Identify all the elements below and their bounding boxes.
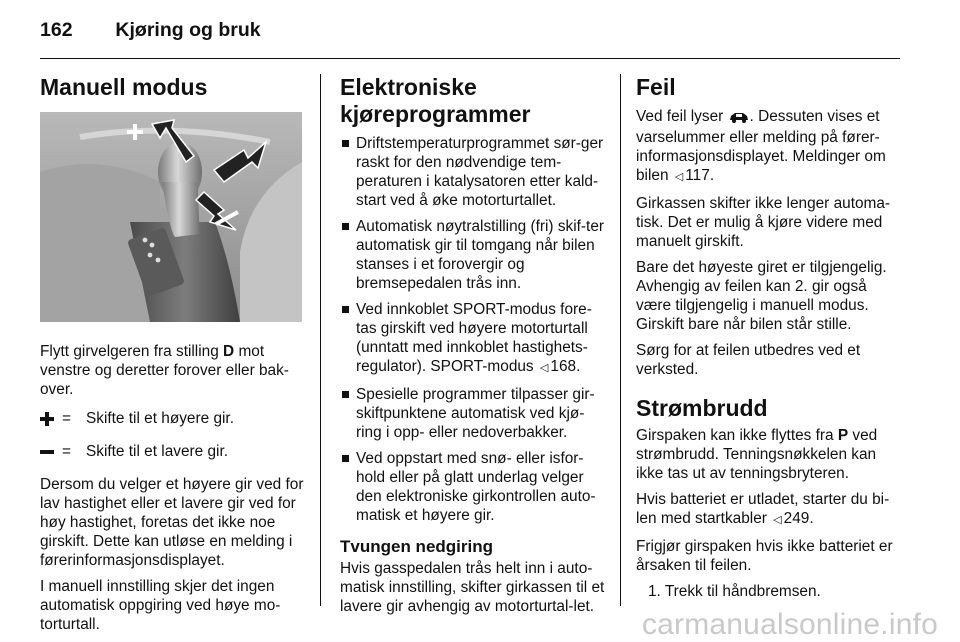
column-faults [636,74,900,601]
column-divider [320,74,321,606]
heading-fault: Feil [636,74,676,100]
paragraph-lever-locked: Girspaken kan ikke flyttes fra P ved strømbrudd. Tenningsnøkkelen kan ikke tas ut av tenningsbryteren. [636,427,878,482]
list-item: Spesielle programmer tilpasser gir-skiftpunktene automatisk ved kjø-ring i opp- eller nedoverbakker. [340,385,605,442]
page-header [40,19,261,42]
paragraph-highest-gear: Bare det høyeste giret er tilgjengelig. Avhengig av feilen kan 2. gir også være tilgjengelig i manuell modus. Girskift bare når bilen står stille. [636,259,887,333]
paragraph-no-auto-upshift: I manuell innstilling skjer det ingen automatisk oppgiring ved høye mo-torturtall. [40,578,281,633]
paragraph-workshop: Sørg for at feilen utbedres ved et verksted. [636,342,861,378]
chapter-title: Kjøring og bruk [115,19,261,41]
header-rule [40,58,900,59]
page-number: 162 [40,19,73,41]
list-item: Ved innkoblet SPORT-modus fore-tas girskift ved høyere motorturtall (unntatt med innkoblet hastighets-regulator). SPORT-modus ◁ 168. [340,300,605,378]
paragraph-jump-start: Hvis batteriet er utladet, starter du bi-len med startkabler ◁ 249. [636,491,890,527]
car-warning-icon [728,109,750,128]
paragraph-shift-limits: Dersom du velger et høyere gir ved for lav hastighet eller et lavere gir ved for høy hastighet, foretas det ikke noe girskift. Dette kan utløse en melding i førerinformasjonsdisplayet. [40,476,304,569]
reference-icon: ◁ [539,362,549,374]
column-manual-mode [40,74,304,641]
page-reference[interactable]: 168 [550,358,577,375]
paragraph-release-lever: Frigjør girspaken hvis ikke batteriet er årsaken til feilen. [636,538,893,574]
page-reference[interactable]: 249 [783,510,810,527]
intro-paragraph: Flytt girvelgeren fra stilling D mot venstre og deretter forover eller bak-over. [40,343,289,398]
shift-up-row: = Skifte til et høyere gir. [40,409,304,428]
column-programs [340,74,605,623]
heading-electronic-programs: Elektroniske kjøreprogrammer [340,74,531,127]
list-item: Ved oppstart med snø- eller isfor-hold eller på glatt underlag velger den elektroniske girkontrollen auto-matisk et høyere gir. [340,449,605,525]
paragraph-manual-shift: Girkassen skifter ikke lenger automa-tisk. Det er mulig å kjøre videre med manuelt girskift. [636,195,891,250]
watermark: carmanualsonline.info [641,608,938,641]
programs-list [340,134,605,525]
heading-kickdown: Tvungen nedgiring [340,537,493,556]
heading-manual-mode: Manuell modus [40,74,208,100]
reference-icon: ◁ [773,514,782,526]
shift-down-text: Skifte til et lavere gir. [86,443,228,460]
shift-down-row: = Skifte til et lavere gir. [40,442,304,461]
heading-power-failure: Strømbrudd [636,395,768,421]
step-item: 1. Trekk til håndbremsen. [648,583,821,600]
paragraph-kickdown: Hvis gasspedalen trås helt inn i auto-matisk innstilling, skifter girkassen til et lavere gir avhengig av motorturtal-let. [340,560,605,615]
minus-icon [40,445,62,459]
plus-icon [40,412,62,426]
column-divider [620,74,621,606]
gear-lever-photo [40,112,302,322]
page-reference[interactable]: 117 [685,167,710,184]
shift-up-text: Skifte til et høyere gir. [86,410,234,427]
list-item: Automatisk nøytralstilling (fri) skif-ter automatisk gir til tomgang når bilen stanses i et forovergir og bremsepedalen trås inn. [340,217,605,293]
reference-icon: ◁ [674,171,684,183]
paragraph-fault-light: Ved feil lyser . Dessuten vises et varselummer eller melding på fører-informasjonsdisplayet. Meldinger om bilen ◁ 117. [636,108,886,184]
list-item: Driftstemperaturprogrammet sør-ger raskt for den nødvendige tem-peraturen i katalysatoren etter kald-start ved å øke motorturtallet. [340,134,605,210]
